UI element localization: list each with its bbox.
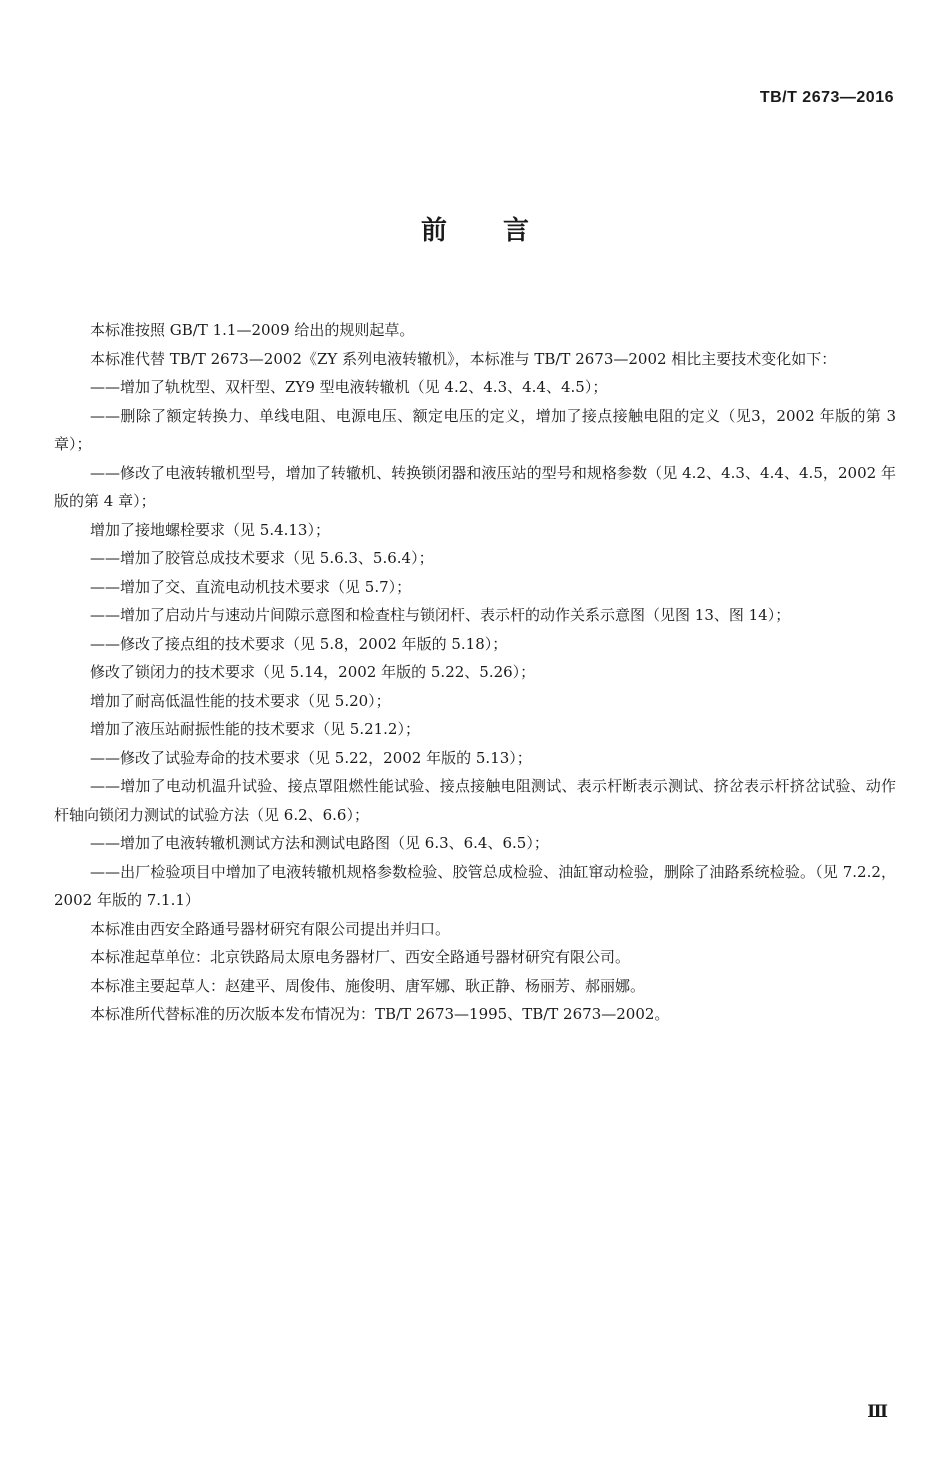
change-item: ——增加了交、直流电动机技术要求（见 5.7）；: [90, 577, 412, 596]
change-item: ——增加了电液转辙机测试方法和测试电路图（见 6.3、6.4、6.5）；: [90, 834, 549, 852]
paragraph-drafting-rules: 本标准按照 GB/T 1.1—2009 给出的规则起草。: [90, 321, 415, 339]
change-item: ——增加了启动片与速动片间隙示意图和检查柱与锁闭杆、表示杆的动作关系示意图（见图 13、图 14）；: [90, 606, 791, 624]
paragraph-proposer: 本标准由西安全路通号器材研究有限公司提出并归口。: [90, 919, 451, 938]
standard-number: TB/T 2673—2016: [759, 89, 894, 106]
change-item: ——增加了电动机温升试验、接点罩阻燃性能试验、接点接触电阻测试、表示杆断表示测试、挤岔表示杆挤岔试验、动作杆轴向锁闭力测试的试验方法（见 6.2、6.6）；: [54, 777, 896, 824]
change-item: 修改了锁闭力的技术要求（见 5.14，2002 年版的 5.22、5.26）；: [90, 663, 536, 681]
change-item: 增加了耐高低温性能的技术要求（见 5.20）；: [90, 691, 391, 710]
change-item: ——修改了试验寿命的技术要求（见 5.22，2002 年版的 5.13）；: [90, 748, 532, 767]
change-item: ——删除了额定转换力、单线电阻、电源电压、额定电压的定义，增加了接点接触电阻的定义（见3，2002 年版的第 3 章）；: [54, 406, 896, 453]
paragraph-drafters: 本标准主要起草人：赵建平、周俊伟、施俊明、唐军娜、耿正静、杨丽芳、郝丽娜。: [90, 976, 646, 995]
page-number: Ⅲ: [867, 1402, 888, 1422]
paragraph-replacement: 本标准代替 TB/T 2673—2002《ZY 系列电液转辙机》，本标准与 TB/T 2673—2002 相比主要技术变化如下：: [90, 349, 837, 368]
paragraph-drafting-units: 本标准起草单位：北京铁路局太原电务器材厂、西安全路通号器材研究有限公司。: [90, 948, 631, 966]
change-item: ——出厂检验项目中增加了电液转辙机规格参数检验、胶管总成检验、油缸窜动检验，删除了油路系统检验。（见 7.2.2，2002 年版的 7.1.1）: [54, 862, 896, 909]
change-item: ——增加了胶管总成技术要求（见 5.6.3、5.6.4）；: [90, 549, 434, 567]
change-item: ——修改了接点组的技术要求（见 5.8，2002 年版的 5.18）；: [90, 634, 508, 653]
page-title: 前言: [420, 216, 585, 246]
change-item: ——修改了电液转辙机型号，增加了转辙机、转换锁闭器和液压站的型号和规格参数（见 4.2、4.3、4.4、4.5，2002 年版的第 4 章）；: [54, 463, 896, 510]
change-item: 增加了接地螺栓要求（见 5.4.13）；: [90, 520, 330, 539]
change-item: 增加了液压站耐振性能的技术要求（见 5.21.2）；: [90, 720, 420, 738]
document-body: [54, 316, 896, 1029]
change-item: ——增加了轨枕型、双杆型、ZY9 型电液转辙机（见 4.2、4.3、4.4、4.5）；: [90, 378, 608, 396]
paragraph-version-history: 本标准所代替标准的历次版本发布情况为：TB/T 2673—1995、TB/T 2673—2002。: [90, 1005, 670, 1023]
